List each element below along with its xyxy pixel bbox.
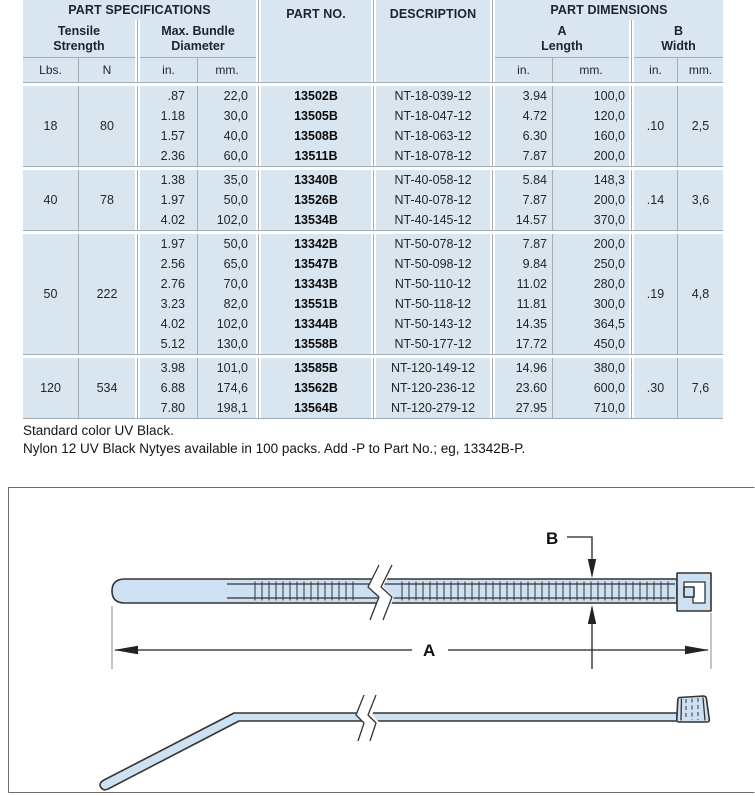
header-description: DESCRIPTION (376, 0, 490, 82)
cell-part-no: 13585B (261, 358, 371, 378)
header-max-bundle-diameter (140, 20, 256, 58)
table-group (23, 170, 723, 231)
cell-description: NT-50-110-12 (376, 274, 490, 294)
cell-length-in: 23.60 (495, 378, 552, 398)
cell-tensile-n: 80 (78, 86, 135, 166)
table-group (23, 234, 723, 355)
cell-description: NT-50-143-12 (376, 314, 490, 334)
cell-length-mm: 250,0 (552, 254, 629, 274)
cell-tensile-lbs: 50 (23, 234, 78, 354)
column-gutter (490, 234, 495, 354)
cell-length-mm: 710,0 (552, 398, 629, 418)
cell-length-in: 11.02 (495, 274, 552, 294)
column-gutter (256, 0, 261, 82)
header-b-line1: B (673, 24, 684, 38)
cell-length-mm: 280,0 (552, 274, 629, 294)
cell-part-no: 13526B (261, 190, 371, 210)
cell-description: NT-50-078-12 (376, 234, 490, 254)
cell-tensile-lbs: 40 (23, 170, 78, 230)
cell-part-no: 13534B (261, 210, 371, 230)
column-gutter (629, 170, 634, 230)
cell-length-in: 3.94 (495, 86, 552, 106)
cell-tensile-n: 222 (78, 234, 135, 354)
cell-width-mm: 7,6 (677, 358, 723, 418)
header-bundle-line1: Max. Bundle (161, 24, 235, 38)
column-gutter (135, 358, 140, 418)
cell-bundle-mm: 30,0 (197, 106, 256, 126)
cell-bundle-mm: 102,0 (197, 210, 256, 230)
cell-part-no: 13547B (261, 254, 371, 274)
cell-length-in: 17.72 (495, 334, 552, 354)
dimension-a (112, 606, 711, 669)
unit-mm: mm. (552, 58, 629, 82)
cell-bundle-mm: 70,0 (197, 274, 256, 294)
cell-bundle-mm: 102,0 (197, 314, 256, 334)
column-gutter (371, 234, 376, 354)
arrowhead-left (114, 646, 138, 655)
cell-length-mm: 148,3 (552, 170, 629, 190)
cell-length-mm: 600,0 (552, 378, 629, 398)
cell-length-mm: 200,0 (552, 146, 629, 166)
column-gutter (629, 20, 634, 82)
cell-part-no: 13505B (261, 106, 371, 126)
cell-description: NT-120-279-12 (376, 398, 490, 418)
header-part-dimensions: PART DIMENSIONS (495, 0, 723, 20)
cell-description: NT-120-149-12 (376, 358, 490, 378)
column-gutter (371, 0, 376, 82)
cell-description: NT-40-145-12 (376, 210, 490, 230)
cell-width-in: .14 (634, 170, 677, 230)
cell-length-mm: 300,0 (552, 294, 629, 314)
cell-part-no: 13343B (261, 274, 371, 294)
diagram-svg (8, 487, 755, 793)
cell-part-no: 13511B (261, 146, 371, 166)
column-gutter (490, 358, 495, 418)
arrowhead-up (588, 605, 596, 624)
cell-bundle-in: 6.88 (140, 378, 197, 398)
cell-part-no: 13562B (261, 378, 371, 398)
cell-bundle-mm: 198,1 (197, 398, 256, 418)
cell-part-no: 13340B (261, 170, 371, 190)
column-gutter (135, 170, 140, 230)
header-bundle-line2: Diameter (171, 38, 225, 53)
cell-bundle-in: 7.80 (140, 398, 197, 418)
cell-bundle-mm: 22,0 (197, 86, 256, 106)
cable-tie-side-view (100, 695, 709, 790)
cell-bundle-mm: 60,0 (197, 146, 256, 166)
header-part-specifications: PART SPECIFICATIONS (23, 0, 256, 20)
unit-in: in. (634, 58, 677, 82)
tie-head-pawl (684, 587, 694, 597)
leader-line (567, 537, 592, 560)
column-gutter (371, 358, 376, 418)
cell-description: NT-40-078-12 (376, 190, 490, 210)
cell-bundle-mm: 82,0 (197, 294, 256, 314)
column-gutter (256, 234, 261, 354)
cell-bundle-mm: 35,0 (197, 170, 256, 190)
cell-length-mm: 200,0 (552, 190, 629, 210)
cell-width-mm: 2,5 (677, 86, 723, 166)
cell-bundle-in: 4.02 (140, 314, 197, 334)
cell-bundle-in: 1.97 (140, 190, 197, 210)
cell-bundle-mm: 50,0 (197, 190, 256, 210)
column-gutter (135, 86, 140, 166)
cell-bundle-in: 1.97 (140, 234, 197, 254)
figure-frame (9, 488, 755, 793)
column-gutter (490, 170, 495, 230)
cell-description: NT-18-078-12 (376, 146, 490, 166)
cell-bundle-in: .87 (140, 86, 197, 106)
column-gutter (629, 234, 634, 354)
cell-length-in: 14.57 (495, 210, 552, 230)
cell-length-mm: 100,0 (552, 86, 629, 106)
cell-length-mm: 450,0 (552, 334, 629, 354)
cell-bundle-in: 1.38 (140, 170, 197, 190)
column-gutter (135, 20, 140, 82)
unit-in: in. (140, 58, 197, 82)
column-gutter (490, 0, 495, 82)
unit-mm: mm. (197, 58, 256, 82)
tie-strap (112, 579, 677, 603)
cell-part-no: 13508B (261, 126, 371, 146)
cell-length-in: 14.35 (495, 314, 552, 334)
cell-width-in: .19 (634, 234, 677, 354)
cell-tensile-n: 534 (78, 358, 135, 418)
column-gutter (629, 358, 634, 418)
cell-width-mm: 4,8 (677, 234, 723, 354)
cell-part-no: 13502B (261, 86, 371, 106)
header-b-width (634, 20, 723, 58)
header-b-line2: Width (661, 38, 696, 53)
cell-length-in: 11.81 (495, 294, 552, 314)
cell-length-mm: 364,5 (552, 314, 629, 334)
cell-part-no: 13342B (261, 234, 371, 254)
cell-description: NT-50-098-12 (376, 254, 490, 274)
cell-length-in: 9.84 (495, 254, 552, 274)
table-group (23, 86, 723, 167)
unit-n: N (78, 58, 135, 82)
cell-description: NT-120-236-12 (376, 378, 490, 398)
arrowhead-down (588, 559, 596, 578)
side-head-edge (681, 699, 682, 721)
cell-bundle-in: 1.18 (140, 106, 197, 126)
cell-bundle-in: 2.76 (140, 274, 197, 294)
header-a-line1: A (557, 24, 567, 38)
cell-bundle-mm: 65,0 (197, 254, 256, 274)
column-gutter (371, 86, 376, 166)
cell-bundle-mm: 174,6 (197, 378, 256, 398)
cell-width-in: .10 (634, 86, 677, 166)
cell-length-in: 4.72 (495, 106, 552, 126)
column-gutter (256, 170, 261, 230)
cell-width-in: .30 (634, 358, 677, 418)
dimension-b-label: B (546, 529, 559, 548)
header-part-no: PART NO. (261, 0, 371, 82)
cable-tie-top-view (112, 565, 711, 620)
cell-part-no: 13344B (261, 314, 371, 334)
cell-part-no: 13564B (261, 398, 371, 418)
column-gutter (256, 358, 261, 418)
cell-bundle-in: 3.23 (140, 294, 197, 314)
cell-bundle-mm: 130,0 (197, 334, 256, 354)
arrowhead-right (685, 646, 709, 655)
spec-table (23, 0, 723, 419)
table-group (23, 358, 723, 419)
header-a-length (495, 20, 629, 58)
cell-length-mm: 380,0 (552, 358, 629, 378)
cell-length-in: 7.87 (495, 234, 552, 254)
note-line: Nylon 12 UV Black Nytyes available in 100 packs. Add -P to Part No.; eg, 13342B-P. (23, 441, 526, 456)
table-header (23, 0, 723, 83)
cell-length-mm: 200,0 (552, 234, 629, 254)
cell-part-no: 13551B (261, 294, 371, 314)
column-gutter (371, 170, 376, 230)
cell-length-in: 7.87 (495, 146, 552, 166)
cell-part-no: 13558B (261, 334, 371, 354)
cell-length-in: 7.87 (495, 190, 552, 210)
cell-tensile-lbs: 120 (23, 358, 78, 418)
dimension-a-label: A (423, 641, 436, 660)
header-tensile-line2: Strength (53, 38, 105, 53)
unit-mm: mm. (677, 58, 723, 82)
cell-description: NT-40-058-12 (376, 170, 490, 190)
header-a-line2: Length (541, 38, 583, 53)
table-body (23, 86, 723, 419)
side-strap (100, 713, 677, 790)
cell-bundle-in: 2.36 (140, 146, 197, 166)
cell-bundle-in: 1.57 (140, 126, 197, 146)
cell-length-mm: 160,0 (552, 126, 629, 146)
unit-lbs: Lbs. (23, 58, 78, 82)
cell-width-mm: 3,6 (677, 170, 723, 230)
cell-bundle-in: 4.02 (140, 210, 197, 230)
cell-length-in: 14.96 (495, 358, 552, 378)
cell-description: NT-18-063-12 (376, 126, 490, 146)
cell-bundle-in: 5.12 (140, 334, 197, 354)
column-gutter (490, 86, 495, 166)
footnotes (23, 422, 525, 458)
cell-bundle-in: 3.98 (140, 358, 197, 378)
cell-description: NT-50-177-12 (376, 334, 490, 354)
cell-length-in: 6.30 (495, 126, 552, 146)
cell-tensile-lbs: 18 (23, 86, 78, 166)
cell-bundle-mm: 101,0 (197, 358, 256, 378)
cell-description: NT-18-047-12 (376, 106, 490, 126)
cell-length-mm: 370,0 (552, 210, 629, 230)
header-tensile-strength (23, 20, 135, 58)
column-gutter (256, 86, 261, 166)
cell-description: NT-18-039-12 (376, 86, 490, 106)
note-line: Standard color UV Black. (23, 423, 174, 438)
header-tensile-line1: Tensile (57, 24, 101, 38)
unit-in: in. (495, 58, 552, 82)
cell-bundle-in: 2.56 (140, 254, 197, 274)
column-gutter (629, 86, 634, 166)
cell-length-in: 27.95 (495, 398, 552, 418)
column-gutter (135, 234, 140, 354)
cell-bundle-mm: 50,0 (197, 234, 256, 254)
cell-bundle-mm: 40,0 (197, 126, 256, 146)
cell-description: NT-50-118-12 (376, 294, 490, 314)
cell-length-in: 5.84 (495, 170, 552, 190)
cell-length-mm: 120,0 (552, 106, 629, 126)
cell-tensile-n: 78 (78, 170, 135, 230)
